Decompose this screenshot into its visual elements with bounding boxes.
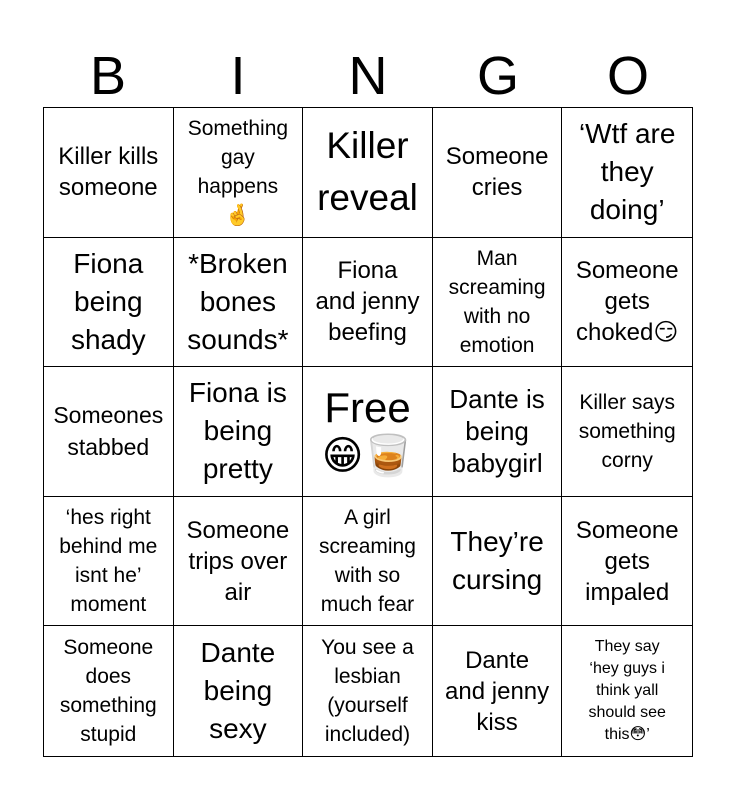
bingo-cell-text: Someones stabbed xyxy=(53,402,164,461)
bingo-cell-text: ‘hes right behind me isnt he’ moment xyxy=(59,506,158,617)
bingo-cell[interactable] xyxy=(44,238,174,368)
bingo-cell-text: Killer kills someone xyxy=(58,143,159,202)
bingo-cell[interactable] xyxy=(44,108,174,238)
bingo-cell-text: Someone gets impaled xyxy=(575,516,679,606)
bingo-cell[interactable] xyxy=(44,497,174,627)
grin-whiskey-icon: 😁🥃 xyxy=(321,434,414,479)
bingo-cell-text: They’re cursing xyxy=(450,526,544,596)
bingo-cell[interactable] xyxy=(433,367,563,497)
bingo-cell[interactable] xyxy=(303,497,433,627)
bingo-cell-text: Dante is being babygirl xyxy=(449,384,545,479)
header-letter-n: N xyxy=(348,46,388,106)
bingo-cell-text: Fiona is being pretty xyxy=(188,377,287,485)
bingo-cell[interactable] xyxy=(44,367,174,497)
bingo-cell[interactable] xyxy=(174,626,304,756)
bingo-cell-text: Fiona and jenny beefing xyxy=(315,257,420,347)
header-letter-b: B xyxy=(89,46,127,106)
bingo-cell-text: Someone trips over air xyxy=(186,516,290,606)
bingo-cell-text: ‘Wtf are they doing’ xyxy=(578,118,676,226)
header-letter-g: G xyxy=(476,46,519,106)
header-letter-i: I xyxy=(230,46,246,106)
bingo-cell-text: Dante being sexy xyxy=(200,637,276,745)
bingo-cell[interactable] xyxy=(174,497,304,627)
bingo-cell[interactable] xyxy=(562,497,692,627)
bingo-cell[interactable] xyxy=(433,238,563,368)
bingo-cell-text: *Broken bones sounds* xyxy=(187,247,289,355)
bingo-cell[interactable] xyxy=(44,626,174,756)
bingo-cell-free[interactable] xyxy=(303,367,433,497)
bingo-cell-text: Dante and jenny kiss xyxy=(445,646,550,736)
bingo-cell-text: Something gay happens 🤞 xyxy=(187,117,289,228)
bingo-cell[interactable] xyxy=(433,497,563,627)
bingo-cell[interactable] xyxy=(433,626,563,756)
bingo-cell-text: A girl screaming with so much fear xyxy=(319,506,416,617)
bingo-cell[interactable] xyxy=(562,108,692,238)
bingo-cell-text: Someone cries xyxy=(445,143,549,202)
header-letter-o: O xyxy=(606,46,649,106)
bingo-cell-text: Man screaming with no emotion xyxy=(448,246,546,357)
bingo-cell[interactable] xyxy=(174,108,304,238)
bingo-cell-text: Someone gets choked😏 xyxy=(575,257,679,347)
bingo-cell[interactable] xyxy=(562,626,692,756)
bingo-cell[interactable] xyxy=(174,238,304,368)
free-space-label: Free xyxy=(324,384,411,432)
bingo-header xyxy=(43,46,693,106)
bingo-cell-text: You see a lesbian (yourself included) xyxy=(321,636,414,747)
bingo-cell-text: Someone does something stupid xyxy=(59,636,157,747)
bingo-grid xyxy=(43,107,693,757)
bingo-cell[interactable] xyxy=(174,367,304,497)
bingo-cell-text: Fiona being shady xyxy=(70,247,146,355)
bingo-cell[interactable] xyxy=(303,108,433,238)
bingo-cell-text: Killer says something corny xyxy=(578,390,676,472)
bingo-cell[interactable] xyxy=(303,238,433,368)
bingo-cell[interactable] xyxy=(303,626,433,756)
bingo-cell[interactable] xyxy=(562,367,692,497)
bingo-cell-text: Killer reveal xyxy=(317,125,418,219)
bingo-cell[interactable] xyxy=(433,108,563,238)
bingo-cell[interactable] xyxy=(562,238,692,368)
bingo-cell-text: They say ‘hey guys i think yall should see this😳’ xyxy=(588,638,666,744)
